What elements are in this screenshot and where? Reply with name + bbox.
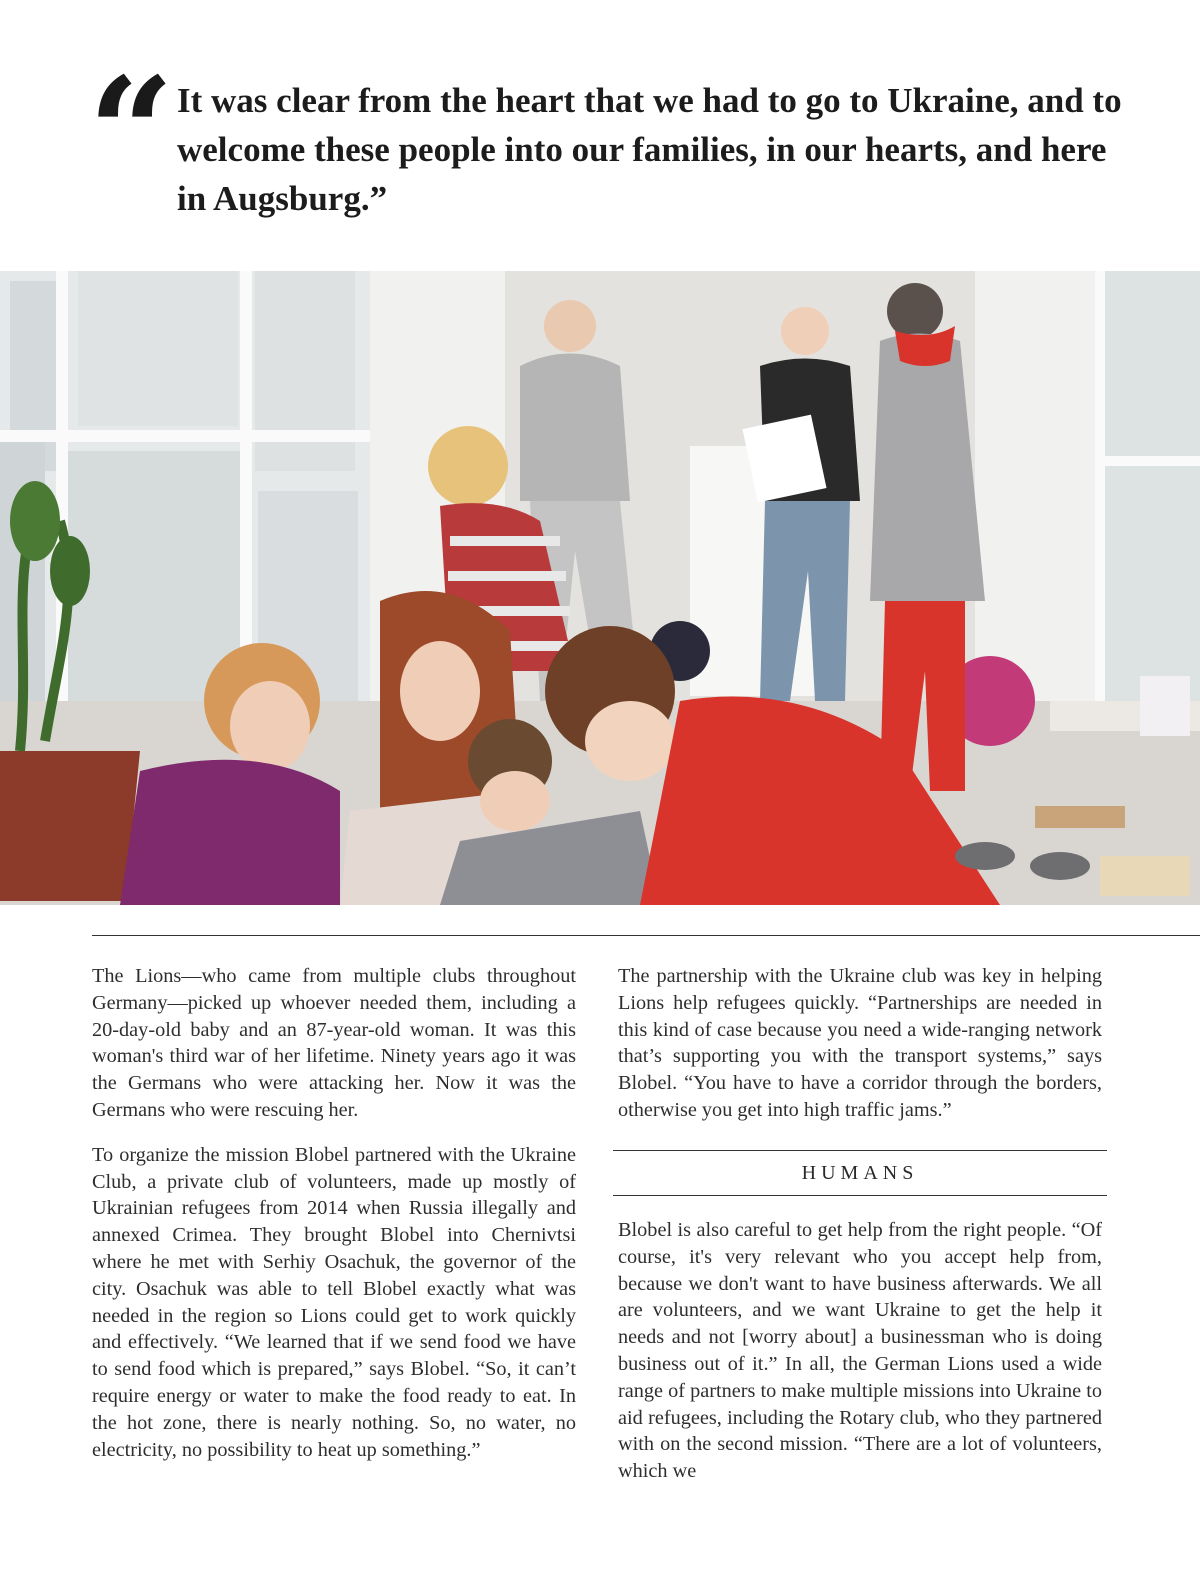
right-column xyxy=(618,963,1102,1142)
right-column-continued xyxy=(618,1217,1102,1503)
slipper-icon xyxy=(955,842,1015,870)
section-heading-box xyxy=(613,1150,1107,1196)
toy-blocks-icon xyxy=(1035,806,1125,828)
section-heading: HUMANS xyxy=(801,1161,919,1184)
quote-mark: “ xyxy=(88,45,175,221)
right-paragraph-1: The partnership with the Ukraine club was key in helping Lions help refugees quickly. “Partnerships are needed in this kind of case because you need a wide-ranging network that’s supporting you with the transport systems,” says Blobel. “You have to have a corridor through the borders, otherwise you get into high traffic jams.” xyxy=(618,965,1102,1121)
plant-pot-icon xyxy=(0,751,140,901)
left-paragraph-1: The Lions—who came from multiple clubs throughout Germany—picked up whoever needed them, including a 20-day-old baby and an 87-year-old woman. It was this woman's third war of her lifetime. Ninety years ago it was the Germans who were attacking her. Now it was the Germans who were rescuing her. xyxy=(92,965,576,1121)
refugee-children-photo xyxy=(0,271,1200,905)
right-paragraph-2: Blobel is also careful to get help from the right people. “Of course, it's very relevant who you accept help from, because we don't want to have business afterwards. We all are volunteers, and we want Ukraine to get the help it needs and not [worry about] a businessman who is doing business out of it.” In all, the German Lions used a wide range of partners to make multiple missions into Ukraine to aid refugees, including the Rotary club, who they partnered with on the second mission. “There are a lot of volunteers, which we xyxy=(618,1219,1102,1483)
left-paragraph-2: To organize the mission Blobel partnered with the Ukraine Club, a private club of volunteers, made up mostly of Ukrainian refugees from 2014 when Russia illegally and annexed Crimea. They brought Blobel into Chernivtsi where he met with Serhiy Osachuk, the governor of the city. Osachuk was able to tell Blobel exactly what was needed in the region so Lions could get to work quickly and effectively. “We learned that if we send food we have to send food which is prepared,” says Blobel. “So, it can’t require energy or water to make the food ready to eat. In the hot zone, there is nearly nothing. So, no water, no electricity, no possibility to heat up something.” xyxy=(92,1143,576,1461)
left-column xyxy=(92,963,576,1481)
pull-quote: It was clear from the heart that we had to go to Ukraine, and to welcome these people into our families, in our hearts, and here in Augsburg.” xyxy=(177,81,1122,218)
section-divider xyxy=(92,935,1200,936)
window-right-icon xyxy=(1095,271,1200,731)
